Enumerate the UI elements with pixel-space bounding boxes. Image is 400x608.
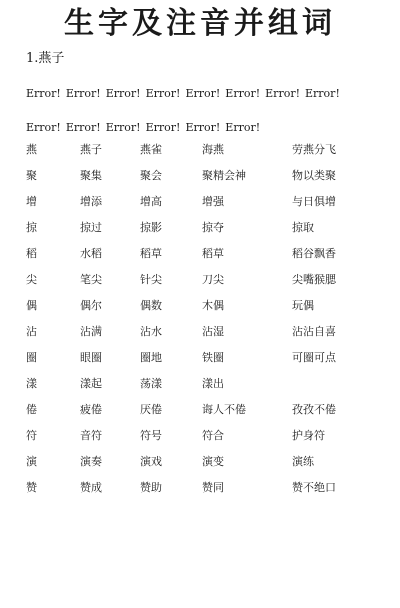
- word-cell: 沾满: [80, 325, 102, 338]
- word-table: [26, 142, 386, 506]
- word-cell: 赞助: [140, 481, 162, 494]
- error-text: Error!: [265, 87, 301, 100]
- character-cell: 尖: [26, 273, 37, 286]
- error-line-2: [26, 121, 265, 135]
- character-cell: 掠: [26, 221, 37, 234]
- character-cell: 增: [26, 195, 37, 208]
- character-cell: 圈: [26, 351, 37, 364]
- page-title: 生字及注音并组词: [64, 6, 336, 41]
- idiom-cell: 赞不绝口: [292, 481, 336, 494]
- character-cell: 燕: [26, 143, 37, 156]
- word-cell: 掠夺: [202, 221, 224, 234]
- word-cell: 刀尖: [202, 273, 224, 286]
- word-cell: 燕雀: [140, 143, 162, 156]
- idiom-cell: 护身符: [292, 429, 325, 442]
- table-row: [26, 376, 386, 402]
- table-row: [26, 220, 386, 246]
- table-row: [26, 480, 386, 506]
- word-cell: 眼圈: [80, 351, 102, 364]
- word-cell: 增强: [202, 195, 224, 208]
- word-cell: 针尖: [140, 273, 162, 286]
- character-cell: 沾: [26, 325, 37, 338]
- idiom-cell: 物以类聚: [292, 169, 336, 182]
- idiom-cell: 稻谷飘香: [292, 247, 336, 260]
- error-text: Error!: [185, 87, 221, 100]
- word-cell: 掠过: [80, 221, 102, 234]
- word-cell: 偶尔: [80, 299, 102, 312]
- word-cell: 漾出: [202, 377, 224, 390]
- idiom-cell: 可圈可点: [292, 351, 336, 364]
- word-cell: 赞同: [202, 481, 224, 494]
- error-text: Error!: [225, 121, 261, 134]
- word-cell: 偶数: [140, 299, 162, 312]
- error-text: Error!: [145, 121, 181, 134]
- word-cell: 厌倦: [140, 403, 162, 416]
- word-cell: 沾湿: [202, 325, 224, 338]
- table-row: [26, 402, 386, 428]
- word-cell: 圈地: [140, 351, 162, 364]
- idiom-cell: 劳燕分飞: [292, 143, 336, 156]
- idiom-cell: 孜孜不倦: [292, 403, 336, 416]
- character-cell: 符: [26, 429, 37, 442]
- word-cell: 赞成: [80, 481, 102, 494]
- word-cell: 诲人不倦: [202, 403, 246, 416]
- idiom-cell: 演练: [292, 455, 314, 468]
- table-row: [26, 454, 386, 480]
- error-text: Error!: [105, 87, 141, 100]
- character-cell: 赞: [26, 481, 37, 494]
- word-cell: 荡漾: [140, 377, 162, 390]
- word-cell: 疲倦: [80, 403, 102, 416]
- character-cell: 聚: [26, 169, 37, 182]
- word-cell: 掠影: [140, 221, 162, 234]
- word-cell: 铁圈: [202, 351, 224, 364]
- word-cell: 聚精会神: [202, 169, 246, 182]
- error-text: Error!: [105, 121, 141, 134]
- table-row: [26, 194, 386, 220]
- error-line-1: [26, 87, 345, 101]
- table-row: [26, 428, 386, 454]
- error-text: Error!: [225, 87, 261, 100]
- lesson-heading: 1.燕子: [26, 51, 65, 66]
- word-cell: 木偶: [202, 299, 224, 312]
- idiom-cell: 掠取: [292, 221, 314, 234]
- table-row: [26, 246, 386, 272]
- table-row: [26, 350, 386, 376]
- word-cell: 水稻: [80, 247, 102, 260]
- character-cell: 稻: [26, 247, 37, 260]
- word-cell: 音符: [80, 429, 102, 442]
- idiom-cell: 玩偶: [292, 299, 314, 312]
- word-cell: 符合: [202, 429, 224, 442]
- idiom-cell: 沾沾自喜: [292, 325, 336, 338]
- error-text: Error!: [145, 87, 181, 100]
- word-cell: 符号: [140, 429, 162, 442]
- word-cell: 演变: [202, 455, 224, 468]
- word-cell: 漾起: [80, 377, 102, 390]
- word-cell: 聚会: [140, 169, 162, 182]
- table-row: [26, 168, 386, 194]
- error-text: Error!: [305, 87, 340, 100]
- error-text: Error!: [65, 87, 101, 100]
- idiom-cell: 与日俱增: [292, 195, 336, 208]
- character-cell: 倦: [26, 403, 37, 416]
- error-text: Error!: [26, 87, 61, 100]
- character-cell: 演: [26, 455, 37, 468]
- table-row: [26, 142, 386, 168]
- error-text: Error!: [26, 121, 61, 134]
- error-text: Error!: [185, 121, 221, 134]
- error-text: Error!: [65, 121, 101, 134]
- word-cell: 增添: [80, 195, 102, 208]
- word-cell: 演奏: [80, 455, 102, 468]
- table-row: [26, 298, 386, 324]
- word-cell: 燕子: [80, 143, 102, 156]
- word-cell: 演戏: [140, 455, 162, 468]
- word-cell: 稻草: [140, 247, 162, 260]
- table-row: [26, 272, 386, 298]
- word-cell: 沾水: [140, 325, 162, 338]
- character-cell: 偶: [26, 299, 37, 312]
- table-row: [26, 324, 386, 350]
- word-cell: 稻草: [202, 247, 224, 260]
- character-cell: 漾: [26, 377, 37, 390]
- idiom-cell: 尖嘴猴腮: [292, 273, 336, 286]
- word-cell: 聚集: [80, 169, 102, 182]
- word-cell: 增高: [140, 195, 162, 208]
- word-cell: 笔尖: [80, 273, 102, 286]
- word-cell: 海燕: [202, 143, 224, 156]
